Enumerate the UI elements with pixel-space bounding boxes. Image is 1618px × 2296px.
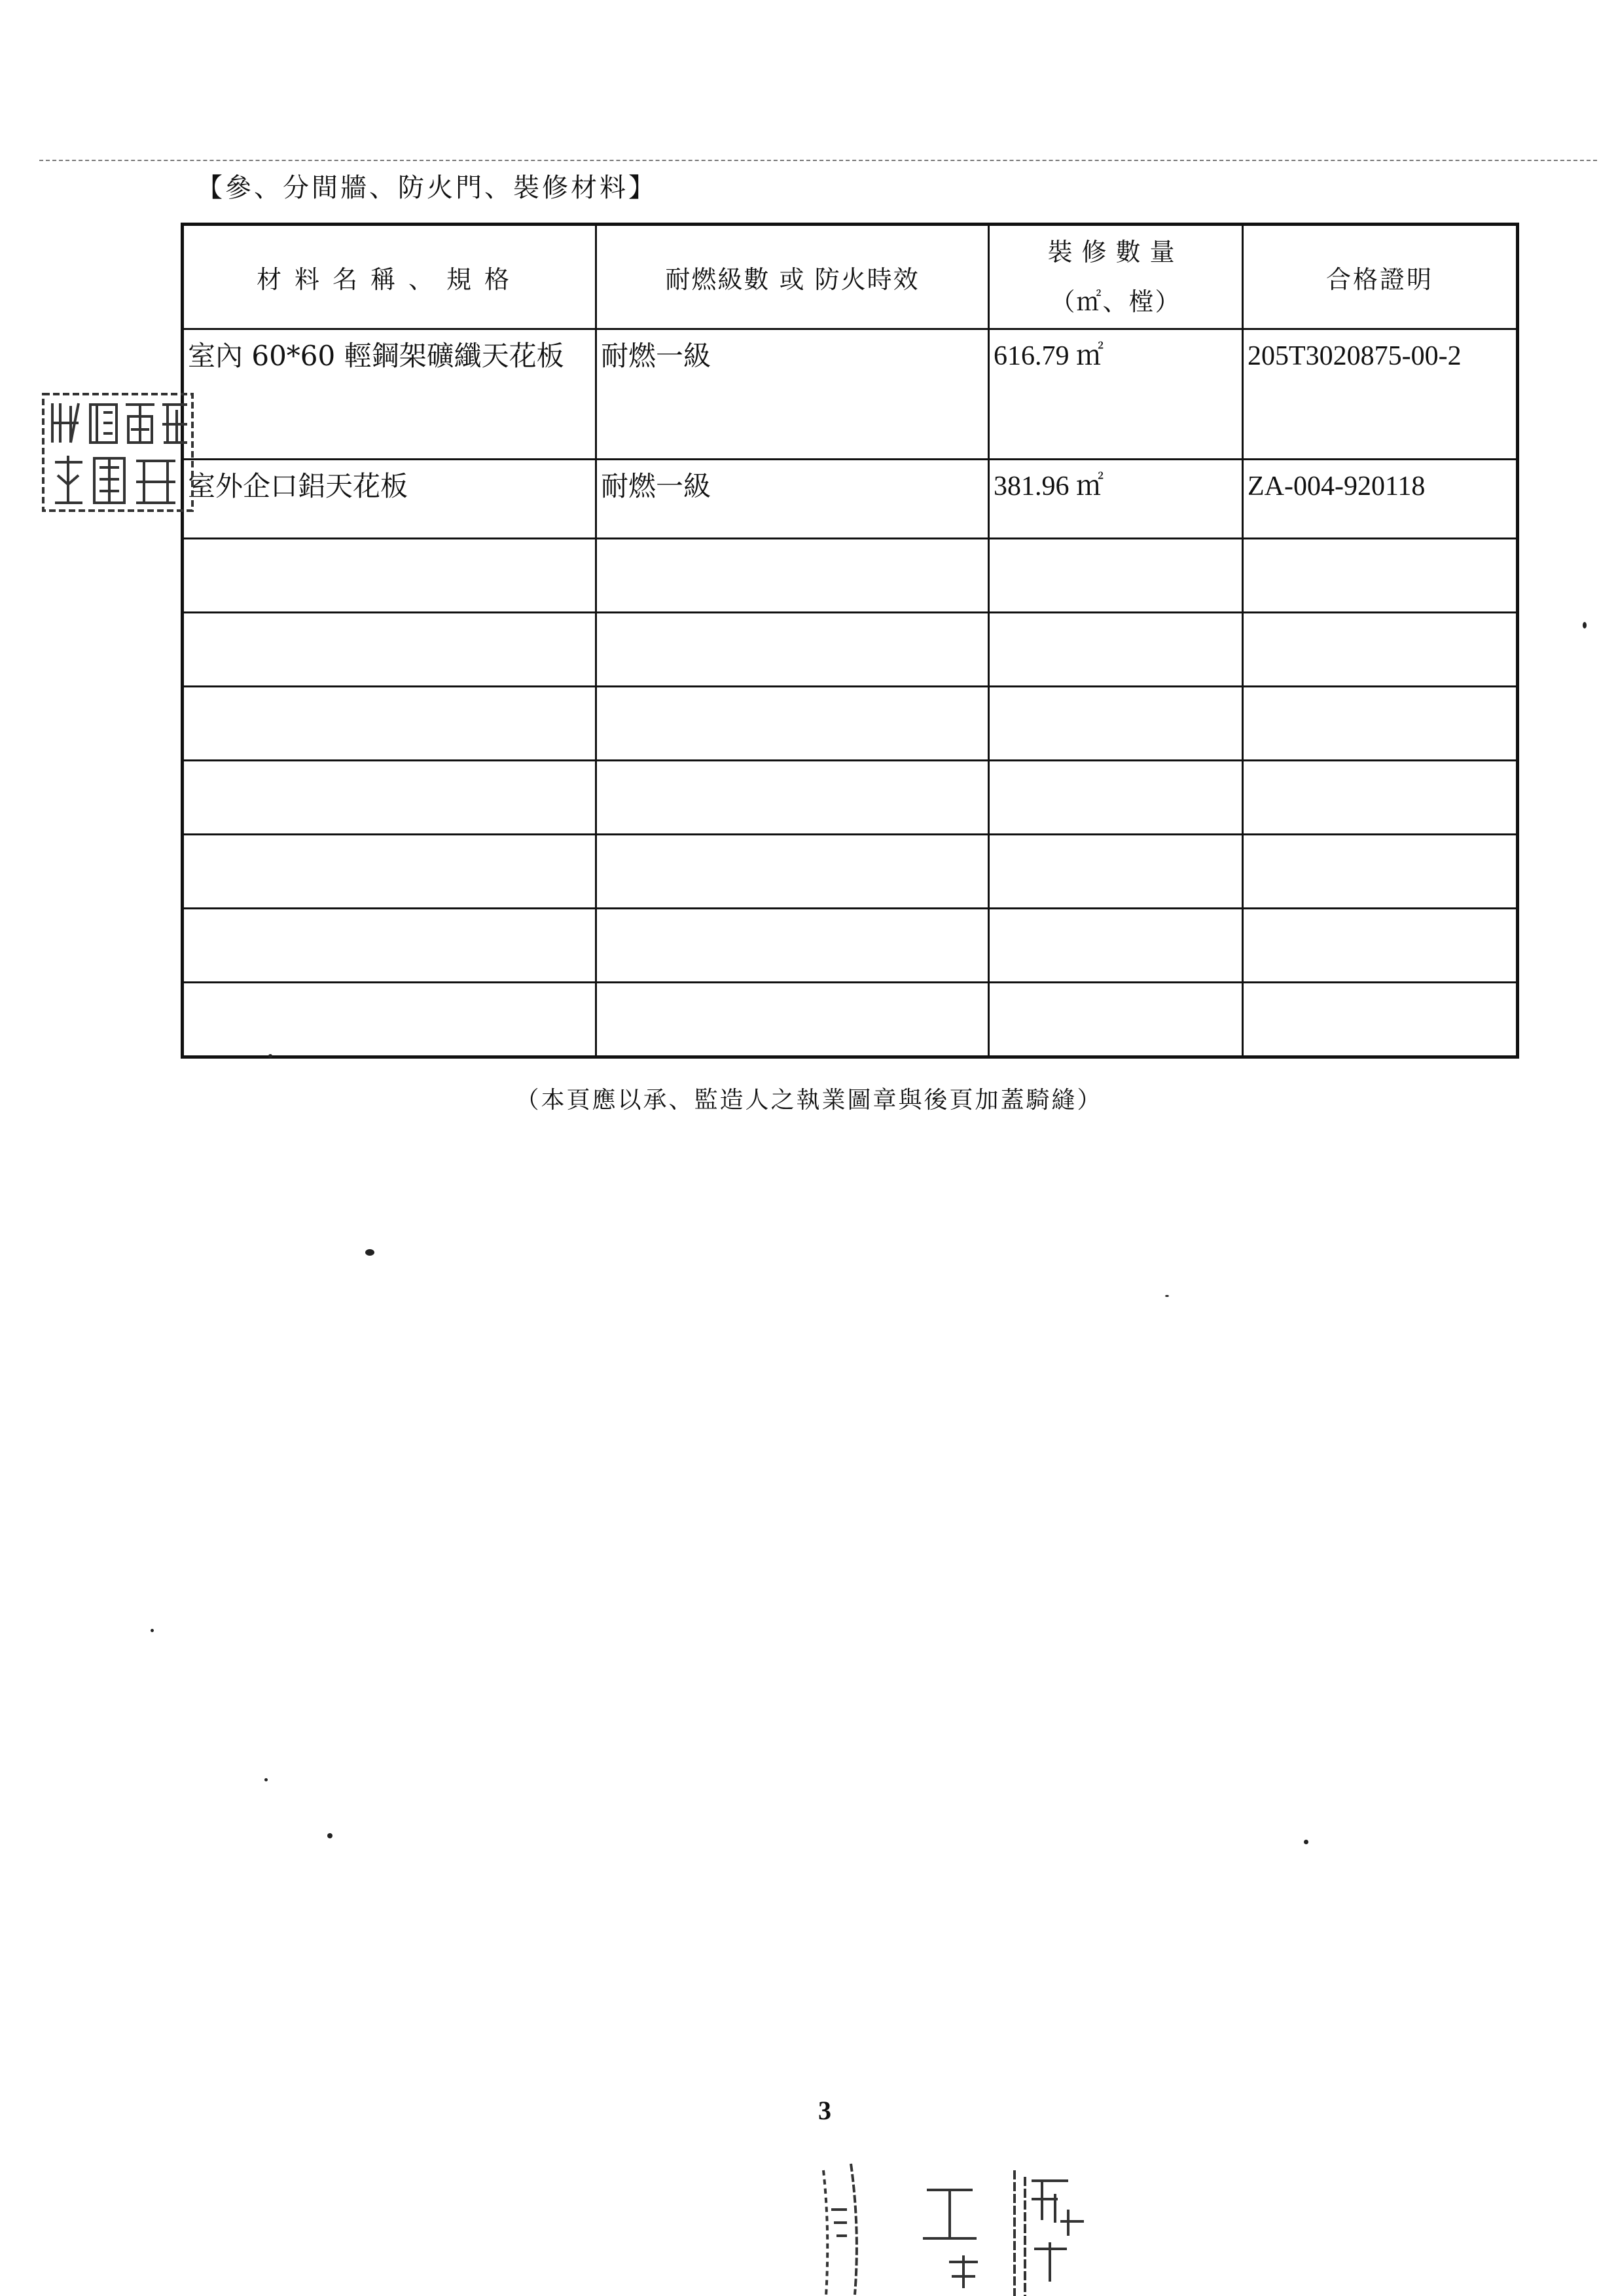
- header-certificate: 合格證明: [1243, 225, 1518, 329]
- empty-cell: [596, 835, 989, 909]
- table-row-empty: [183, 835, 1518, 909]
- empty-cell: [596, 761, 989, 835]
- empty-cell: [183, 539, 596, 613]
- empty-cell: [1243, 835, 1518, 909]
- cell-certificate: 205T3020875-00-2: [1243, 329, 1518, 460]
- empty-cell: [1243, 687, 1518, 761]
- cell-fire-rating: 耐燃一級: [596, 329, 989, 460]
- empty-cell: [1243, 909, 1518, 983]
- scan-speck: [1583, 622, 1587, 629]
- empty-cell: [596, 983, 989, 1057]
- seal-stamp-left: [39, 390, 196, 515]
- cell-material-name: 室外企口鋁天花板: [183, 460, 596, 539]
- empty-cell: [989, 761, 1243, 835]
- empty-cell: [596, 687, 989, 761]
- table-row: [183, 460, 1518, 539]
- table-row-empty: [183, 761, 1518, 835]
- table-row: [183, 329, 1518, 460]
- scan-speck: [151, 1629, 154, 1632]
- cell-quantity: 381.96 ㎡: [989, 460, 1243, 539]
- empty-cell: [183, 983, 596, 1057]
- cell-fire-rating: 耐燃一級: [596, 460, 989, 539]
- header-fire-rating: 耐燃級數 或 防火時效: [596, 225, 989, 329]
- materials-table: [181, 223, 1519, 1059]
- scan-speck: [365, 1249, 374, 1256]
- header-quantity: [989, 225, 1243, 329]
- empty-cell: [596, 613, 989, 687]
- scan-speck: [268, 1054, 272, 1058]
- empty-cell: [1243, 613, 1518, 687]
- empty-cell: [183, 613, 596, 687]
- empty-cell: [183, 687, 596, 761]
- empty-cell: [989, 983, 1243, 1057]
- empty-cell: [989, 539, 1243, 613]
- table-row-empty: [183, 909, 1518, 983]
- empty-cell: [183, 835, 596, 909]
- scan-speck: [327, 1833, 333, 1838]
- header-quantity-unit: （㎡、樘）: [1050, 287, 1181, 316]
- scan-speck: [264, 1778, 268, 1781]
- header-material-name: 材料名稱、規格: [183, 225, 596, 329]
- empty-cell: [596, 539, 989, 613]
- table-row-empty: [183, 687, 1518, 761]
- stamp-note: （本頁應以承、監造人之執業圖章與後頁加蓋騎縫）: [515, 1087, 1103, 1114]
- header-quantity-label: 裝修數量: [1047, 238, 1184, 266]
- empty-cell: [183, 761, 596, 835]
- table-header-row: [183, 225, 1518, 329]
- empty-cell: [989, 909, 1243, 983]
- section-title: 【參、分間牆、防火門、裝修材料】: [196, 173, 657, 203]
- empty-cell: [596, 909, 989, 983]
- table-row-empty: [183, 613, 1518, 687]
- cell-material-name: 室內 60*60 輕鋼架礦纖天花板: [183, 329, 596, 460]
- empty-cell: [1243, 539, 1518, 613]
- scan-speck: [1304, 1840, 1308, 1844]
- table-row-empty: [183, 983, 1518, 1057]
- top-rule: [39, 160, 1597, 161]
- seal-stamp-bottom: [812, 2151, 1087, 2296]
- empty-cell: [989, 835, 1243, 909]
- empty-cell: [183, 909, 596, 983]
- page-number: 3: [818, 2096, 831, 2125]
- empty-cell: [989, 613, 1243, 687]
- cell-certificate: ZA-004-920118: [1243, 460, 1518, 539]
- scan-speck: [1165, 1295, 1169, 1297]
- empty-cell: [989, 687, 1243, 761]
- empty-cell: [1243, 983, 1518, 1057]
- empty-cell: [1243, 761, 1518, 835]
- cell-quantity: 616.79 ㎡: [989, 329, 1243, 460]
- table-row-empty: [183, 539, 1518, 613]
